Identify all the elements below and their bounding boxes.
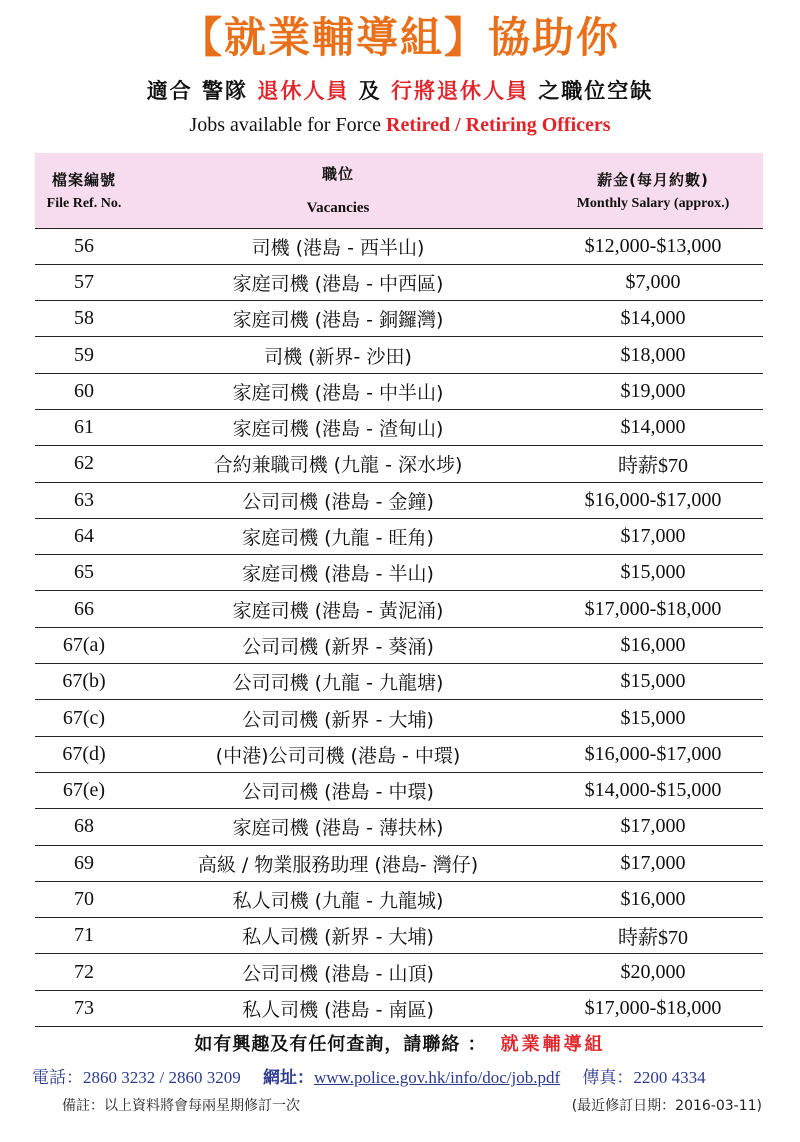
file-ref-cell: 70	[74, 887, 94, 910]
contact-line	[0, 1030, 800, 1060]
vacancy-cell: 高級 / 物業服務助理 (港島- 灣仔)	[197, 853, 479, 876]
file-ref-cell: 71	[74, 924, 94, 947]
file-ref-cell: 72	[74, 960, 94, 983]
vacancy-cell: 私人司機 (港島 - 南區)	[242, 998, 434, 1021]
contact-unit: 就業輔導組	[500, 1034, 606, 1055]
salary-cell: $19,000	[620, 379, 686, 402]
table-row	[35, 555, 763, 591]
table-row	[35, 954, 763, 990]
vacancy-cell: (中港)公司司機 (港島 - 中環)	[215, 744, 461, 767]
table-row	[35, 591, 763, 627]
file-ref-cell: 69	[74, 851, 94, 874]
file-ref-cell: 62	[74, 452, 94, 475]
file-ref-cell: 57	[74, 270, 94, 293]
file-ref-cell: 65	[74, 561, 94, 584]
subtitle-zh-part1: 適合 警隊	[146, 79, 258, 103]
revision-date: (最近修訂日期：2016-03-11)	[571, 1098, 762, 1114]
table-row	[35, 301, 763, 337]
header-vacancies-zh: 職位	[321, 165, 354, 184]
vacancy-cell: 公司司機 (新界 - 大埔)	[242, 708, 434, 731]
page-title: 【就業輔導組】協助你	[179, 13, 620, 62]
phone-label: 電話：	[32, 1068, 83, 1088]
web-link[interactable]: www.police.gov.hk/info/doc/job.pdf	[313, 1068, 561, 1087]
table-row	[35, 772, 763, 808]
table-row	[35, 664, 763, 700]
vacancy-cell: 家庭司機 (九龍 - 旺角)	[242, 527, 434, 550]
vacancy-cell: 家庭司機 (港島 - 中半山)	[232, 381, 444, 404]
file-ref-cell: 61	[74, 416, 94, 439]
vacancy-cell: 家庭司機 (港島 - 薄扶林)	[232, 817, 444, 840]
salary-cell: $14,000-$15,000	[584, 779, 722, 802]
vacancy-cell: 司機 (港島 - 西半山)	[251, 236, 425, 259]
table-row	[35, 228, 763, 264]
salary-cell: 時薪$70	[618, 455, 688, 478]
table-row	[35, 264, 763, 300]
vacancy-cell: 公司司機 (港島 - 中環)	[242, 781, 434, 804]
salary-cell: $17,000-$18,000	[584, 597, 722, 620]
salary-cell: $15,000	[620, 670, 686, 693]
file-ref-cell: 67(a)	[62, 633, 106, 656]
salary-cell: $20,000	[620, 960, 686, 983]
contact-text: 如有興趣及有任何查詢，請聯絡 ：	[194, 1034, 487, 1055]
vacancy-cell: 合約兼職司機 (九龍 - 深水埗)	[213, 454, 463, 477]
salary-cell: $17,000	[620, 815, 686, 838]
salary-cell: $16,000-$17,000	[584, 742, 722, 765]
contact-details	[32, 1064, 772, 1092]
table-row	[35, 627, 763, 663]
vacancy-cell: 家庭司機 (港島 - 黃泥涌)	[232, 599, 444, 622]
table-row	[35, 990, 763, 1026]
subtitle-zh-retiring: 行將退休人員	[390, 79, 529, 103]
table-row	[35, 337, 763, 373]
header-salary-en: Monthly Salary (approx.)	[576, 195, 730, 211]
web-label: 網址：	[262, 1068, 314, 1088]
file-ref-cell: 59	[74, 343, 94, 366]
vacancy-cell: 家庭司機 (港島 - 半山)	[242, 563, 434, 586]
salary-cell: $14,000	[620, 307, 686, 330]
table-row	[35, 409, 763, 445]
header-file-ref-zh: 檔案編號	[51, 170, 116, 189]
vacancy-cell: 家庭司機 (港島 - 渣甸山)	[232, 418, 444, 441]
vacancy-cell: 私人司機 (九龍 - 九龍城)	[232, 889, 444, 912]
salary-cell: $18,000	[620, 343, 686, 366]
file-ref-cell: 67(d)	[62, 742, 106, 765]
table-row	[35, 482, 763, 518]
salary-cell: $17,000	[620, 851, 686, 874]
file-ref-cell: 60	[74, 379, 94, 402]
header-vacancies-en: Vacancies	[306, 200, 370, 217]
salary-cell: $16,000	[620, 887, 686, 910]
table-row	[35, 809, 763, 845]
file-ref-cell: 67(c)	[62, 706, 106, 729]
subtitle-en-part1: Jobs available for Force	[189, 114, 387, 136]
file-ref-cell: 63	[74, 488, 94, 511]
phone-value[interactable]: 2860 3232 / 2860 3209	[83, 1068, 241, 1087]
subtitle-zh-retired: 退休人員	[257, 79, 350, 103]
table-row	[35, 373, 763, 409]
header-salary	[543, 153, 763, 228]
file-ref-cell: 58	[74, 307, 94, 330]
table-row	[35, 700, 763, 736]
salary-cell: $15,000	[620, 561, 686, 584]
vacancies-table	[35, 153, 763, 1027]
subtitle-english	[0, 110, 800, 140]
table-row	[35, 446, 763, 482]
vacancy-cell: 公司司機 (九龍 - 九龍塘)	[232, 672, 444, 695]
header-salary-zh: 薪金(每月約數)	[597, 170, 709, 189]
table-row	[35, 881, 763, 917]
salary-cell: $7,000	[625, 270, 681, 293]
salary-cell: $15,000	[620, 706, 686, 729]
table-row	[35, 736, 763, 772]
salary-cell: $17,000	[620, 525, 686, 548]
header-file-ref	[35, 153, 133, 228]
note-line	[62, 1094, 762, 1118]
file-ref-cell: 64	[74, 525, 94, 548]
vacancy-cell: 公司司機 (港島 - 山頂)	[242, 962, 434, 985]
fax-label: 傳真：	[582, 1068, 634, 1088]
salary-cell: $17,000-$18,000	[584, 996, 722, 1019]
salary-cell: 時薪$70	[618, 927, 688, 950]
subtitle-zh-part5: 之職位空缺	[528, 79, 654, 103]
subtitle-chinese	[0, 74, 800, 108]
table-header-row	[35, 153, 763, 228]
vacancy-cell: 司機 (新界- 沙田)	[264, 345, 412, 368]
subtitle-zh-part3: 及	[349, 79, 391, 103]
subtitle-en-officers: Retired / Retiring Officers	[386, 114, 611, 136]
file-ref-cell: 67(e)	[62, 779, 106, 802]
file-ref-cell: 73	[74, 996, 94, 1019]
file-ref-cell: 66	[74, 597, 94, 620]
vacancy-cell: 私人司機 (新界 - 大埔)	[242, 926, 434, 949]
salary-cell: $14,000	[620, 416, 686, 439]
table-row	[35, 845, 763, 881]
salary-cell: $16,000-$17,000	[584, 488, 722, 511]
header-vacancies	[133, 153, 543, 228]
update-note: 備註：以上資料將會每兩星期修訂一次	[62, 1098, 300, 1114]
table-row	[35, 518, 763, 554]
header-file-ref-en: File Ref. No.	[46, 195, 122, 211]
salary-cell: $16,000	[620, 633, 686, 656]
vacancy-cell: 家庭司機 (港島 - 銅鑼灣)	[232, 309, 444, 332]
table-row	[35, 918, 763, 954]
vacancy-cell: 公司司機 (港島 - 金鐘)	[242, 490, 434, 513]
file-ref-cell: 68	[74, 815, 94, 838]
file-ref-cell: 56	[74, 234, 94, 257]
file-ref-cell: 67(b)	[62, 670, 106, 693]
fax-value: 2200 4334	[633, 1068, 706, 1087]
vacancy-cell: 家庭司機 (港島 - 中西區)	[232, 272, 444, 295]
salary-cell: $12,000-$13,000	[584, 234, 722, 257]
vacancy-cell: 公司司機 (新界 - 葵涌)	[242, 635, 434, 658]
